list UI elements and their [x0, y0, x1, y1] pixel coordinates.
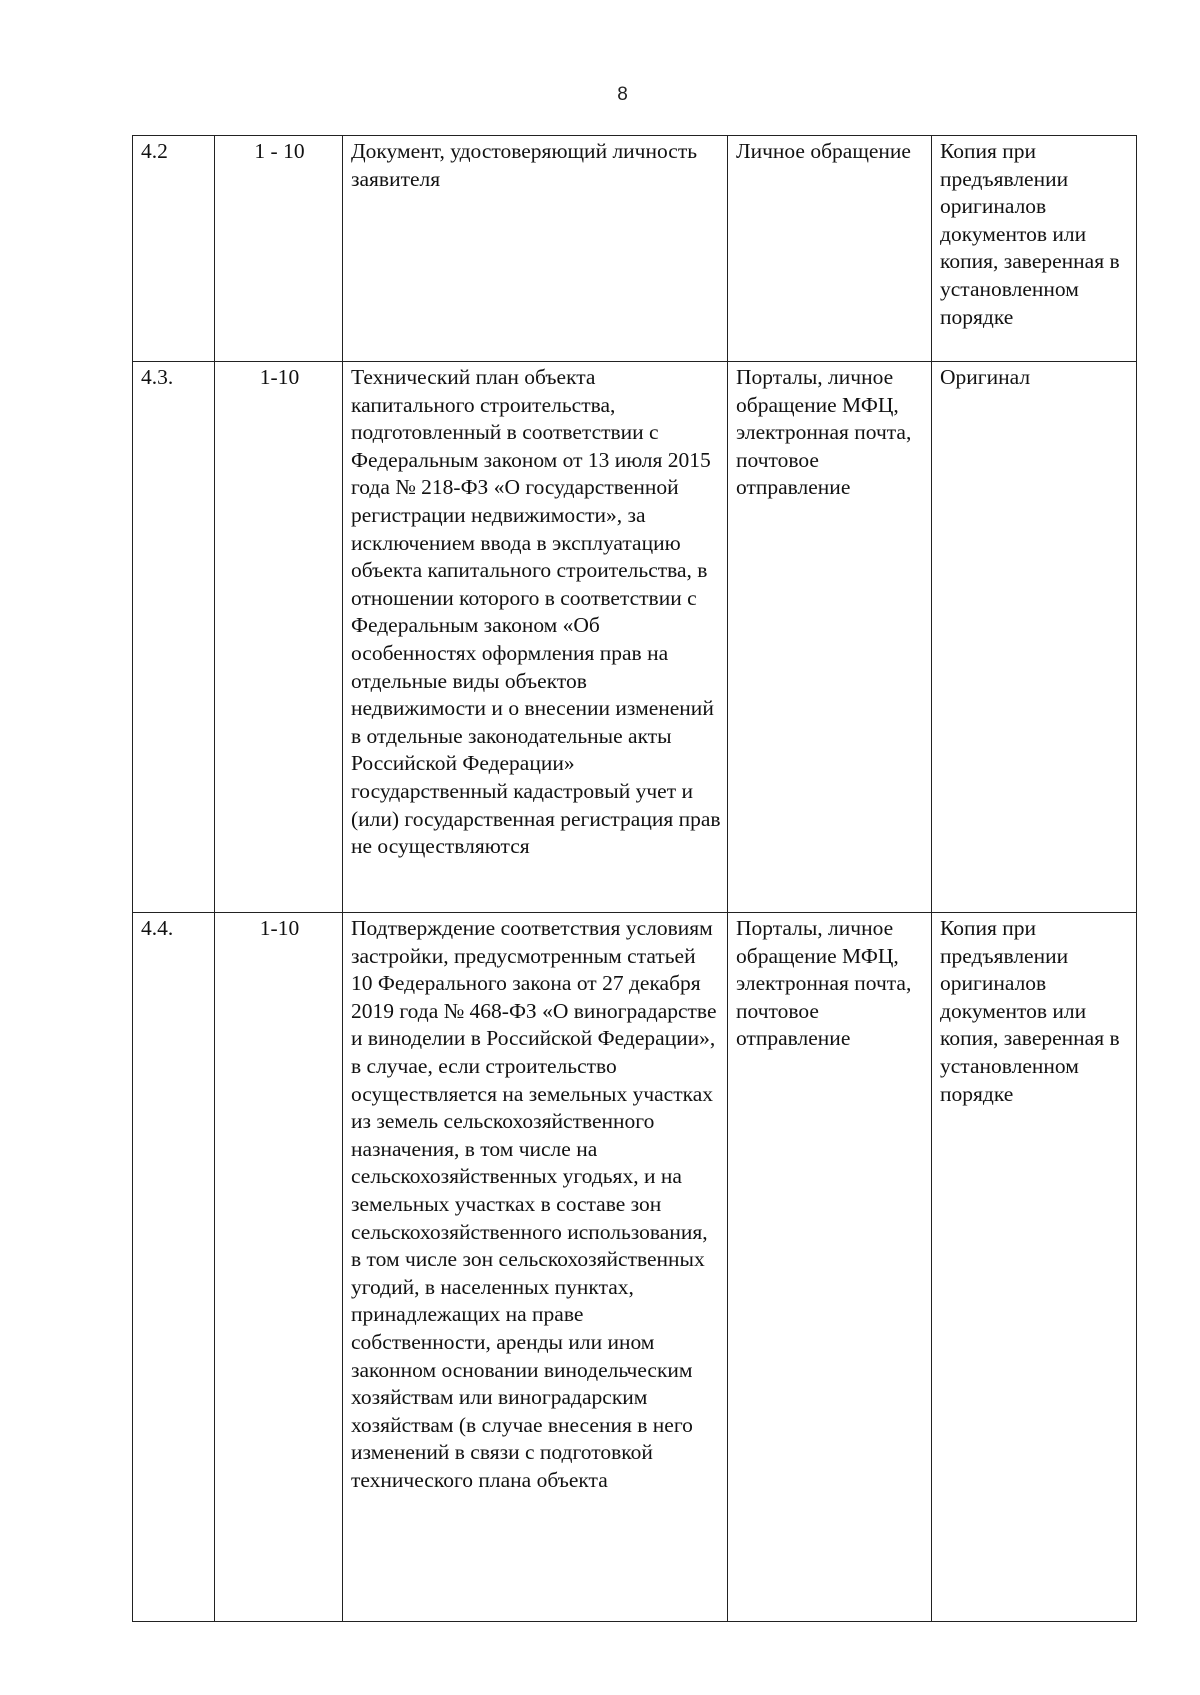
table-row [133, 136, 1137, 362]
range-cell [215, 362, 343, 913]
page-number: 8 [617, 84, 628, 105]
table-row [133, 913, 1137, 1622]
row-range: 1-10 [259, 916, 300, 940]
row-number: 4.4. [141, 916, 174, 940]
range-cell [215, 136, 343, 362]
submission-method-cell [728, 136, 932, 362]
submission-method: Порталы, личное обращение МФЦ, электронная почта, почтовое отправление [736, 916, 912, 1051]
row-number-cell [133, 136, 215, 362]
row-range: 1-10 [259, 365, 300, 389]
submission-method-cell [728, 913, 932, 1622]
document-name: Документ, удостоверяющий личность заявителя [351, 139, 698, 191]
table-row [133, 362, 1137, 913]
submission-method: Порталы, личное обращение МФЦ, электронная почта, почтовое отправление [736, 365, 912, 500]
document-form-cell [932, 136, 1137, 362]
document-cell [343, 913, 728, 1622]
document-form-cell [932, 913, 1137, 1622]
document-cell [343, 362, 728, 913]
document-form: Копия при предъявлении оригиналов документов или копия, заверенная в установленном порядке [940, 139, 1120, 329]
document-form: Оригинал [940, 365, 1031, 389]
submission-method: Личное обращение [736, 139, 911, 163]
document-form-cell [932, 362, 1137, 913]
row-range: 1 - 10 [254, 139, 305, 163]
document-cell [343, 136, 728, 362]
document-form: Копия при предъявлении оригиналов документов или копия, заверенная в установленном порядке [940, 916, 1120, 1106]
document-name: Технический план объекта капитального строительства, подготовленный в соответствии с Федеральным законом от 13 июля 2015 года № 218-ФЗ «О государственной регистрации недвижимости», за исключением ввода в эксплуатацию объекта капитального строительства, в отношении которого в соответствии с Федеральным законом «Об особенностях оформления прав на отдельные виды объектов недвижимости и о внесении изменений в отдельные законодательные акты Российской Федерации» государственный кадастровый учет и (или) государственная регистрация прав не осуществляются [351, 365, 721, 859]
row-number: 4.3. [141, 365, 174, 389]
document-name: Подтверждение соответствия условиям застройки, предусмотренным статьей 10 Федерального закона от 27 декабря 2019 года № 468-ФЗ «О виноградарстве и виноделии в Российской Федерации», в случае, если строительство осуществляется на земельных участках из земель сельскохозяйственного назначения, в том числе на сельскохозяйственных угодьях, и на земельных участках в составе зон сельскохозяйственного использования, в том числе зон сельскохозяйственных угодий, в населенных пунктах, принадлежащих на праве собственности, аренды или ином законном основании винодельческим хозяйствам или виноградарским хозяйствам (в случае внесения в него изменений в связи с подготовкой технического плана объекта [351, 916, 717, 1492]
row-number: 4.2 [141, 139, 168, 163]
range-cell [215, 913, 343, 1622]
submission-method-cell [728, 362, 932, 913]
row-number-cell [133, 913, 215, 1622]
documents-table [132, 135, 1137, 1622]
row-number-cell [133, 362, 215, 913]
